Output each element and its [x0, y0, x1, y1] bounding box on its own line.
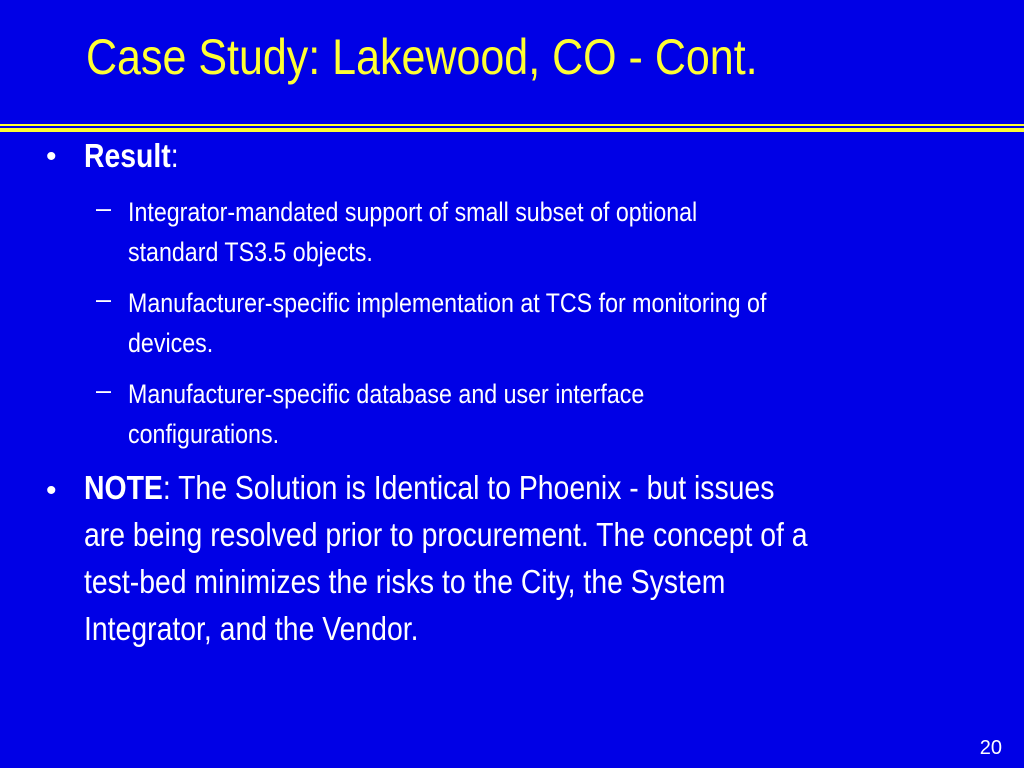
subitem-3-line-1: Manufacturer-specific database and user interface	[128, 379, 645, 409]
subitem-3-line-2: configurations.	[128, 419, 280, 449]
dash-marker: –	[96, 284, 112, 314]
bullet-marker: •	[46, 140, 57, 173]
bullet-result	[84, 134, 179, 178]
subitem-1-line-1: Integrator-mandated support of small subset of optional	[128, 197, 698, 227]
bullet-note-line-4: Integrator, and the Vendor.	[84, 610, 419, 647]
bullet-note-line-3: test-bed minimizes the risks to the City, the System	[84, 563, 726, 600]
bullet-note-line-1	[84, 466, 774, 510]
bullet-note-line-2: are being resolved prior to procurement. The concept of a	[84, 516, 808, 553]
bullet-note-text: : The Solution is Identical to Phoenix - but issues	[162, 469, 775, 506]
subitem-2-line-1: Manufacturer-specific implementation at TCS for monitoring of	[128, 288, 767, 318]
page-number: 20	[979, 737, 1002, 759]
bullet-marker: •	[46, 474, 57, 507]
dash-marker: –	[96, 193, 112, 223]
slide-title: Case Study: Lakewood, CO - Cont.	[86, 29, 758, 85]
bullet-result-label: Result	[84, 137, 171, 174]
subitem-1-line-2: standard TS3.5 objects.	[128, 237, 373, 267]
bullet-note-label: NOTE	[84, 469, 163, 506]
dash-marker: –	[96, 375, 112, 405]
subitem-2-line-2: devices.	[128, 328, 214, 358]
bullet-result-colon: :	[170, 137, 179, 174]
